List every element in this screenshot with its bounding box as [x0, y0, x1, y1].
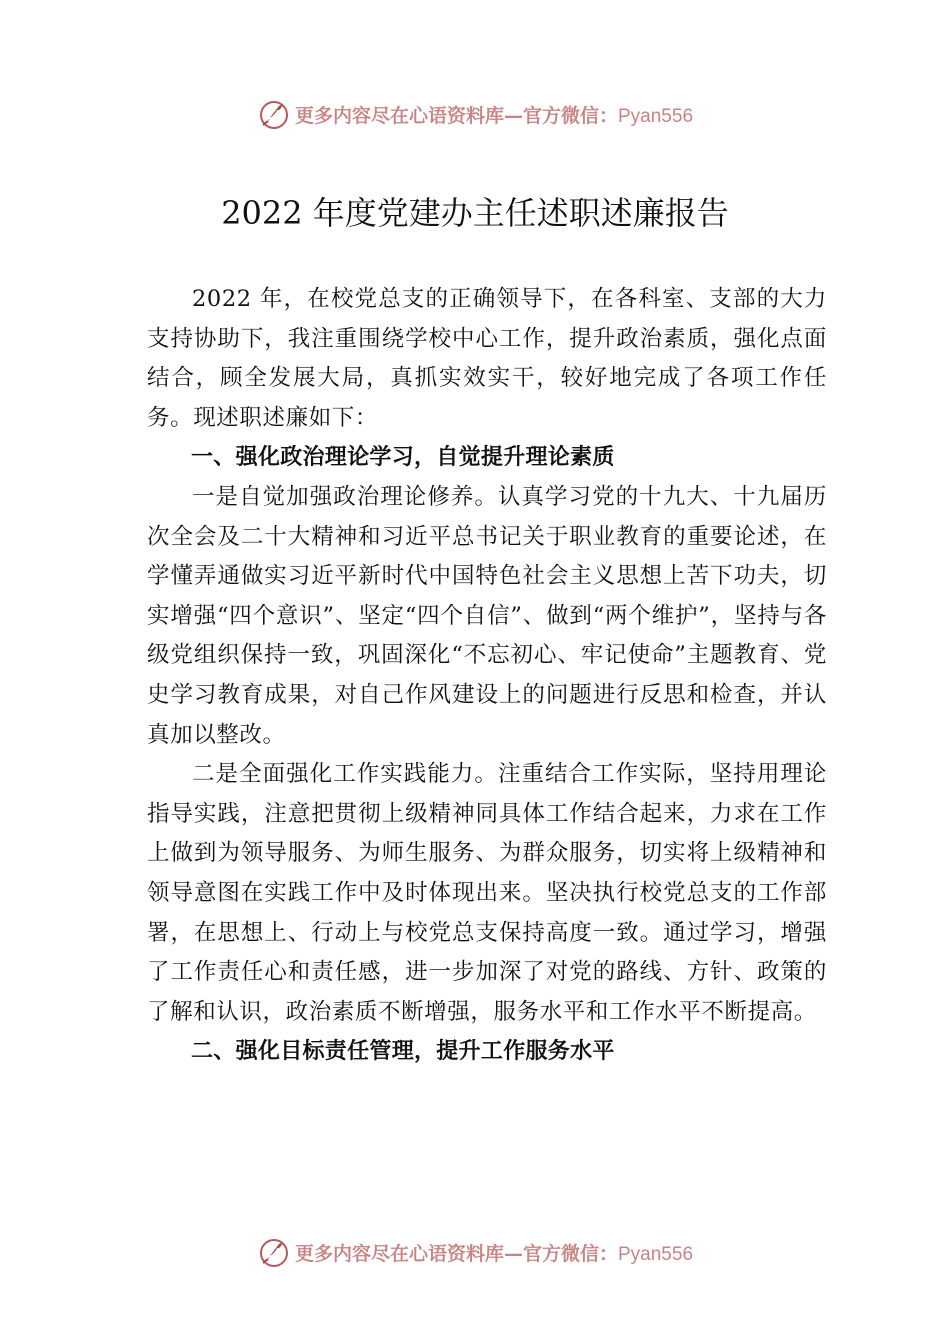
watermark-banner-bottom — [0, 1232, 950, 1272]
intro-paragraph: 2022 年，在校党总支的正确领导下，在各科室、支部的大力支持协助下，我注重围绕学校中心工作，提升政治素质，强化点面结合，顾全发展大局，真抓实效实干，较好地完成了各项工作任务。现述职述廉如下： — [147, 286, 827, 431]
watermark-text: 更多内容尽在心语资料库—官方微信：Pyan556 — [294, 1242, 694, 1265]
document-body — [147, 280, 827, 1072]
section-heading-1: 一、强化政治理论学习，自觉提升理论素质 — [191, 445, 615, 471]
watermark-banner-top — [0, 94, 950, 134]
document-title: 2022 年度党建办主任述职述廉报告 — [221, 194, 729, 232]
section-1-paragraph-2: 二是全面强化工作实践能力。注重结合工作实际，坚持用理论指导实践，注意把贯彻上级精神同具体工作结合起来，力求在工作上做到为领导服务、为师生服务、为群众服务，切实将上级精神和领导意图在实践工作中及时体现出来。坚决执行校党总支的工作部署，在思想上、行动上与校党总支保持高度一致。通过学习，增强了工作责任心和责任感，进一步加深了对党的路线、方针、政策的了解和认识，政治素质不断增强，服务水平和工作水平不断提高。 — [147, 761, 827, 1025]
section-heading-2: 二、强化目标责任管理，提升工作服务水平 — [191, 1039, 615, 1065]
watermark-text: 更多内容尽在心语资料库—官方微信：Pyan556 — [294, 104, 694, 127]
quill-pen-logo-icon — [257, 97, 291, 131]
section-1-paragraph-1: 一是自觉加强政治理论修养。认真学习党的十九大、十九届历次全会及二十大精神和习近平总书记关于职业教育的重要论述，在学懂弄通做实习近平新时代中国特色社会主义思想上苦下功夫，切实增强“四个意识”、坚定“四个自信”、做到“两个维护”，坚持与各级党组织保持一致，巩固深化“不忘初心、牢记使命”主题教育、党史学习教育成果，对自己作风建设上的问题进行反思和检查，并认真加以整改。 — [147, 483, 827, 748]
quill-pen-logo-icon — [257, 1235, 291, 1269]
